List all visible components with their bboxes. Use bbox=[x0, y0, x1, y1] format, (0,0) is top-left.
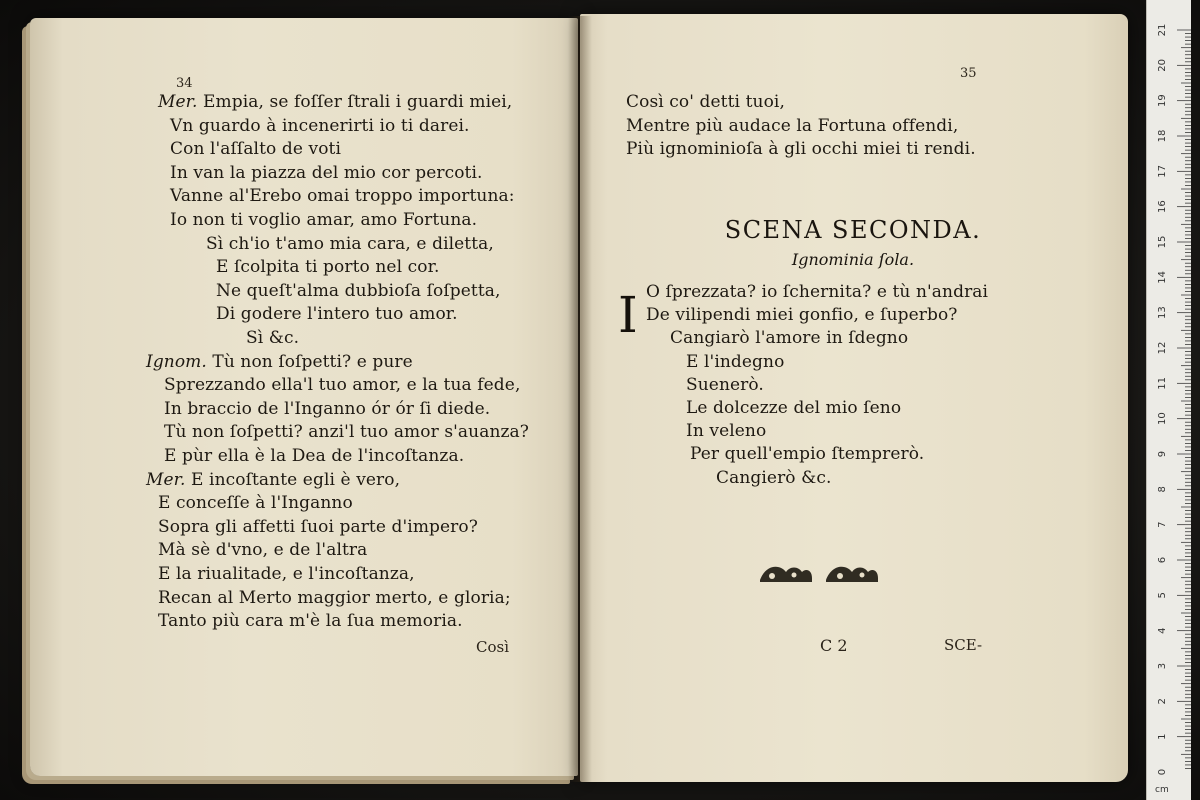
verse-line bbox=[146, 470, 400, 490]
verse-line: Per quell'empio ſtemprerò. bbox=[690, 444, 925, 465]
verse-text: Con l'aſſalto de voti bbox=[170, 139, 342, 160]
ruler-scale bbox=[1147, 0, 1191, 800]
verse-text: Mà sè d'vno, e de l'altra bbox=[158, 540, 368, 561]
ruler-label: 20 bbox=[1157, 58, 1168, 72]
ruler-label: 6 bbox=[1157, 556, 1168, 564]
left-page bbox=[30, 18, 578, 776]
verse-text: E la riualitade, e l'incoſtanza, bbox=[158, 564, 415, 584]
ruler-label: 0 bbox=[1157, 768, 1168, 776]
verse-line: De vilipendi miei gonfio, e ſuperbo? bbox=[646, 305, 958, 326]
verse-text: Sì ch'io t'amo mia cara, e diletta, bbox=[206, 233, 494, 254]
verse-line bbox=[158, 588, 511, 608]
verse-line bbox=[206, 234, 494, 254]
right-catchword: SCE- bbox=[944, 636, 983, 654]
verse-text: Empia, se foſſer ſtrali i guardi miei, bbox=[203, 92, 513, 112]
verse-line bbox=[158, 540, 367, 560]
verse-text: E ſcolpita ti porto nel cor. bbox=[216, 257, 440, 278]
ruler-label: 15 bbox=[1157, 235, 1168, 249]
verse-line bbox=[216, 304, 458, 324]
ruler-label: 18 bbox=[1157, 129, 1168, 143]
verse-text: Tanto più cara m'è la ſua memoria. bbox=[158, 611, 463, 632]
verse-line bbox=[246, 328, 299, 348]
verse-line: Più ignominioſa à gli occhi miei ti rendi. bbox=[626, 139, 976, 159]
verse-line: E l'indegno bbox=[686, 351, 785, 372]
verse-line bbox=[216, 281, 501, 301]
ruler-label: 21 bbox=[1157, 23, 1168, 37]
verse-line: Mentre più audace la Fortuna offendi, bbox=[626, 115, 959, 136]
verse-line bbox=[164, 446, 464, 466]
verse-text: Vanne al'Erebo omai troppo importuna: bbox=[170, 186, 515, 207]
verse-line bbox=[164, 399, 490, 419]
left-catchword: Così bbox=[476, 638, 510, 656]
ruler-label: 7 bbox=[1157, 521, 1168, 528]
ruler-label: 9 bbox=[1157, 450, 1168, 458]
signature-mark: C 2 bbox=[820, 636, 848, 655]
verse-text: E conceſſe à l'Inganno bbox=[158, 493, 353, 514]
scene-subtitle: Ignominia ſola. bbox=[791, 250, 915, 269]
verse-text: Tù non ſoſpetti? e pure bbox=[212, 351, 413, 372]
speaker-name: Mer. bbox=[146, 469, 192, 490]
verse-text: E pùr ella è la Dea de l'incoſtanza. bbox=[164, 446, 465, 466]
verse-line bbox=[170, 139, 341, 159]
verse-line: Cangiarò l'amore in ſdegno bbox=[670, 328, 909, 349]
verse-text: E incoſtante egli è vero, bbox=[191, 469, 401, 490]
ruler-label: 11 bbox=[1157, 376, 1168, 390]
scene-title: SCENA SECONDA. bbox=[724, 216, 982, 244]
ruler-label: 19 bbox=[1157, 94, 1168, 108]
right-page bbox=[580, 14, 1128, 782]
ruler-label: 2 bbox=[1157, 698, 1168, 705]
verse-line bbox=[158, 493, 353, 513]
verse-line: Cangierò &c. bbox=[716, 467, 832, 488]
book-gutter bbox=[568, 16, 592, 782]
verse-line bbox=[170, 163, 483, 183]
verse-text: Tù non ſoſpetti? anzi'l tuo amor s'auanza? bbox=[164, 422, 530, 443]
ruler-label: 8 bbox=[1157, 486, 1168, 493]
verse-text: Io non ti voglio amar, amo Fortuna. bbox=[170, 210, 478, 230]
verse-line: In veleno bbox=[686, 421, 767, 442]
left-page-number: 34 bbox=[176, 76, 193, 91]
verse-text: Vn guardo à incenerirti io ti darei. bbox=[170, 115, 470, 136]
verse-text: In braccio de l'Inganno ór ór ſi diede. bbox=[164, 398, 491, 419]
verse-line bbox=[146, 352, 413, 372]
verse-text: Sì &c. bbox=[246, 328, 300, 348]
ruler-label: 3 bbox=[1157, 662, 1168, 670]
verse-text: Sopra gli affetti ſuoi parte d'impero? bbox=[158, 516, 478, 537]
verse-text: Di godere l'intero tuo amor. bbox=[216, 304, 458, 325]
verse-text: Ne queſt'alma dubbioſa ſoſpetta, bbox=[216, 280, 501, 301]
verse-line: O ſprezzata? io ſchernita? e tù n'andrai bbox=[646, 282, 989, 302]
measuring-ruler bbox=[1146, 0, 1191, 800]
verse-line bbox=[158, 517, 478, 537]
ruler-label: 14 bbox=[1157, 270, 1168, 284]
speaker-name: Ignom. bbox=[146, 351, 213, 372]
verse-line bbox=[170, 116, 470, 136]
drop-capital: I bbox=[618, 286, 638, 344]
ruler-label: 10 bbox=[1157, 412, 1168, 426]
ruler-unit: cm bbox=[1155, 785, 1169, 795]
verse-line: Le dolcezze del mio ſeno bbox=[686, 398, 902, 418]
ruler-label: 16 bbox=[1157, 200, 1168, 214]
verse-text: In van la piazza del mio cor percoti. bbox=[170, 162, 483, 183]
ruler-label: 17 bbox=[1157, 164, 1168, 178]
speaker-name: Mer. bbox=[158, 92, 204, 112]
verse-line bbox=[170, 210, 477, 230]
verse-line bbox=[164, 375, 520, 395]
verse-line bbox=[158, 564, 415, 584]
verse-line: Così co' detti tuoi, bbox=[626, 92, 785, 112]
verse-line: Suenerò. bbox=[686, 374, 764, 395]
verse-line bbox=[158, 611, 463, 631]
verse-text: Recan al Merto maggior merto, e gloria; bbox=[158, 587, 511, 608]
ruler-label: 4 bbox=[1157, 627, 1168, 634]
verse-text: Sprezzando ella'l tuo amor, e la tua fede, bbox=[164, 375, 521, 396]
printer-ornament-icon bbox=[756, 558, 886, 586]
ruler-label: 1 bbox=[1157, 733, 1168, 740]
ruler-label: 5 bbox=[1157, 592, 1168, 599]
verse-line bbox=[216, 257, 439, 277]
ruler-label: 13 bbox=[1157, 306, 1168, 320]
verse-line bbox=[158, 92, 512, 112]
verse-line bbox=[170, 186, 515, 206]
right-page-number: 35 bbox=[960, 66, 977, 81]
ruler-label: 12 bbox=[1157, 341, 1168, 355]
verse-line bbox=[164, 422, 529, 442]
